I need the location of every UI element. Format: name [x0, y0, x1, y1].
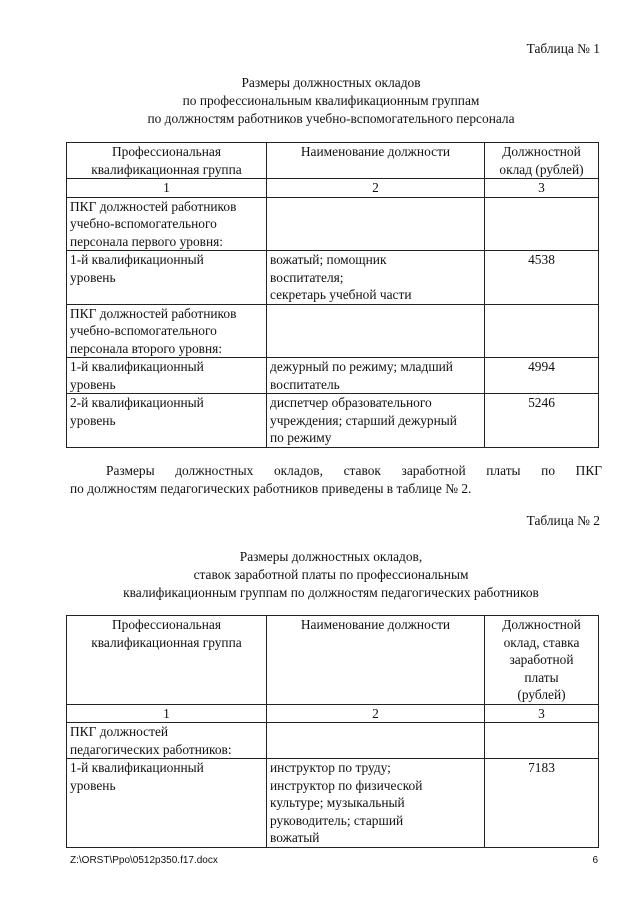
column-number-row [67, 179, 599, 198]
position-cell: диспетчер образовательного учреждения; старший дежурный по режиму [267, 394, 485, 448]
table-row [67, 358, 599, 394]
header-cell-position: Наименование должности [267, 616, 485, 705]
column-number: 2 [267, 704, 485, 723]
column-number: 2 [267, 179, 485, 198]
table-row [67, 197, 599, 251]
header-cell-salary: Должностной оклад (рублей) [485, 143, 599, 179]
group-cell: 1-й квалификационный уровень [67, 251, 267, 305]
table-1 [66, 142, 599, 448]
salary-cell: 4994 [485, 358, 599, 394]
footer-page-number: 6 [592, 855, 598, 866]
table-row [67, 304, 599, 358]
position-cell [267, 304, 485, 358]
salary-cell [485, 197, 599, 251]
table-1-label: Таблица № 1 [526, 41, 600, 56]
group-cell: 1-й квалификационный уровень [67, 759, 267, 848]
column-number: 1 [67, 704, 267, 723]
table-row [67, 759, 599, 848]
table-row [67, 251, 599, 305]
caption-line: ставок заработной платы по профессиональным [193, 567, 469, 582]
body-paragraph [70, 462, 602, 498]
salary-cell: 7183 [485, 759, 599, 848]
paragraph-line: Размеры должностных окладов, ставок заработной платы по ПКГ [106, 463, 602, 478]
position-cell [267, 723, 485, 759]
caption-line: квалификационным группам по должностям педагогических работников [123, 585, 539, 600]
header-cell-salary: Должностной оклад, ставка заработной платы (рублей) [485, 616, 599, 705]
group-cell: 1-й квалификационный уровень [67, 358, 267, 394]
column-number-row [67, 704, 599, 723]
paragraph-line: по должностям педагогических работников приведены в таблице № 2. [70, 481, 472, 496]
header-cell-position: Наименование должности [267, 143, 485, 179]
table-2-label: Таблица № 2 [526, 513, 600, 528]
salary-cell: 5246 [485, 394, 599, 448]
caption-line: по должностям работников учебно-вспомогательного персонала [147, 111, 515, 126]
group-cell: ПКГ должностей работников учебно-вспомогательного персонала первого уровня: [67, 197, 267, 251]
table-header-row [67, 143, 599, 179]
table-2-caption [60, 548, 602, 602]
group-cell: ПКГ должностей педагогических работников: [67, 723, 267, 759]
table-row [67, 723, 599, 759]
table-1-caption [60, 74, 602, 128]
column-number: 3 [485, 704, 599, 723]
column-number: 3 [485, 179, 599, 198]
column-number: 1 [67, 179, 267, 198]
table-row [67, 394, 599, 448]
position-cell [267, 197, 485, 251]
salary-cell [485, 304, 599, 358]
footer-file-path: Z:\ORST\Ppo\0512p350.f17.docx [70, 855, 218, 866]
header-cell-group: Профессиональная квалификационная группа [67, 616, 267, 705]
salary-cell: 4538 [485, 251, 599, 305]
salary-cell [485, 723, 599, 759]
group-cell: 2-й квалификационный уровень [67, 394, 267, 448]
caption-line: по профессиональным квалификационным группам [182, 93, 480, 108]
caption-line: Размеры должностных окладов, [239, 549, 423, 564]
table-2 [66, 615, 599, 848]
position-cell: вожатый; помощник воспитателя; секретарь учебной части [267, 251, 485, 305]
header-cell-group: Профессиональная квалификационная группа [67, 143, 267, 179]
group-cell: ПКГ должностей работников учебно-вспомогательного персонала второго уровня: [67, 304, 267, 358]
position-cell: инструктор по труду; инструктор по физической культуре; музыкальный руководитель; старший вожатый [267, 759, 485, 848]
position-cell: дежурный по режиму; младший воспитатель [267, 358, 485, 394]
table-header-row [67, 616, 599, 705]
caption-line: Размеры должностных окладов [241, 75, 421, 90]
